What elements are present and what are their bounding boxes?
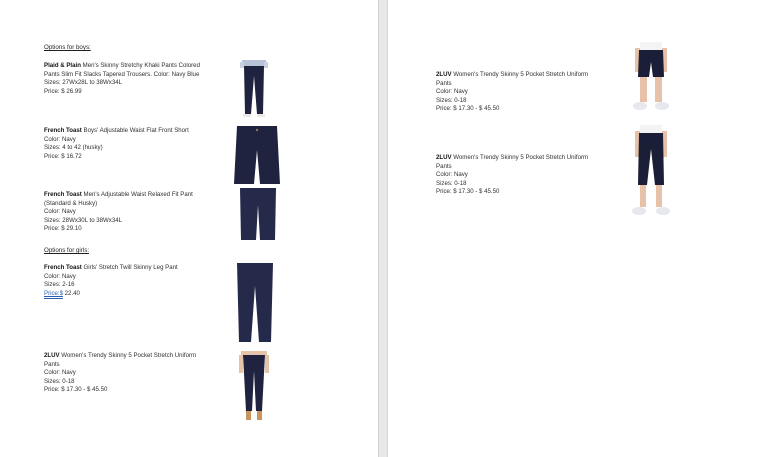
product-sizes: Sizes: 4 to 42 (husky) — [44, 144, 103, 152]
product-name: Boys' Adjustable Waist Flat Front Short — [81, 127, 189, 134]
product-name: Women's Trendy Skinny 5 Pocket Stretch Uniform — [451, 154, 589, 161]
product-title — [44, 352, 224, 361]
product-sizes: Sizes: 28Wx30L to 38Wx34L — [44, 216, 123, 224]
section-heading-girls: Options for girls: — [44, 247, 90, 254]
product-name: Women's Trendy Skinny 5 Pocket Stretch Uniform — [59, 352, 197, 359]
product-color: Color: Navy — [436, 171, 468, 179]
product-brand: Plaid & Plain — [44, 62, 81, 69]
product-price: Price: $ 29.10 — [44, 225, 82, 233]
product-color: Color: Navy — [436, 88, 468, 96]
section-heading-boys: Options for boys: — [44, 44, 91, 51]
product-2luv-capri — [436, 154, 616, 197]
document-page-left — [0, 0, 378, 457]
product-name-cont: Pants — [436, 79, 452, 87]
product-name-cont: Pants Slim Fit Slacks Tapered Trousers. Color: Navy Blue — [44, 70, 200, 78]
product-price: Price: $ 26.99 — [44, 87, 82, 95]
product-name: Men's Skinny Stretchy Khaki Pants Colored — [80, 62, 200, 69]
product-name: Women's Trendy Skinny 5 Pocket Stretch Uniform — [451, 71, 589, 78]
product-name: Men's Adjustable Waist Relaxed Fit Pant — [81, 191, 193, 198]
navy-skinny-pants-image — [235, 262, 275, 343]
product-french-toast-girls-skinny — [44, 264, 224, 298]
product-title — [44, 62, 224, 71]
product-name-cont: Pants — [436, 162, 452, 170]
product-price: Price: $ 16.72 — [44, 152, 82, 160]
product-price: Price: $ 17.30 - $ 45.50 — [436, 105, 500, 113]
product-brand: French Toast — [44, 264, 82, 271]
product-sizes: Sizes: 0-18 — [44, 377, 75, 385]
product-title — [436, 71, 616, 80]
product-price — [44, 290, 224, 299]
product-title — [44, 264, 224, 273]
navy-relaxed-pants-image — [238, 187, 278, 241]
product-brand: 2LUV — [436, 154, 452, 161]
product-color: Color: Navy — [44, 208, 76, 216]
navy-capri-pants-model-image — [626, 125, 676, 221]
product-price: Price: $ 17.30 - $ 45.50 — [436, 188, 500, 196]
price-label-tracked-change: Price:$ — [44, 289, 63, 297]
navy-skinny-pants-model-image — [236, 351, 272, 422]
product-sizes: Sizes: 27Wx28L to 38Wx34L — [44, 79, 123, 87]
navy-bermuda-shorts-model-image — [626, 42, 676, 117]
price-value: 22.40 — [62, 289, 80, 297]
document-page-right — [388, 0, 768, 457]
product-2luv-bermuda — [436, 71, 616, 114]
product-price: Price: $ 17.30 - $ 45.50 — [44, 386, 108, 394]
product-title — [44, 127, 224, 136]
product-name-cont: (Standard & Husky) — [44, 199, 98, 207]
product-sizes: Sizes: 0-18 — [436, 96, 467, 104]
product-brand: French Toast — [44, 127, 82, 134]
product-2luv-skinny-pants — [44, 352, 224, 395]
product-brand: 2LUV — [436, 71, 452, 78]
product-brand: 2LUV — [44, 352, 60, 359]
product-color: Color: Navy — [44, 272, 76, 280]
product-plaid-plain-pants — [44, 62, 224, 96]
product-title — [436, 154, 616, 163]
product-color: Color: Navy — [44, 135, 76, 143]
page-gutter — [378, 0, 388, 457]
product-sizes: Sizes: 2-16 — [44, 281, 75, 289]
product-french-toast-short — [44, 127, 224, 161]
product-sizes: Sizes: 0-18 — [436, 179, 467, 187]
navy-khaki-pants-model-image — [234, 60, 274, 120]
product-brand: French Toast — [44, 191, 82, 198]
product-name-cont: Pants — [44, 360, 60, 368]
product-title — [44, 191, 224, 200]
product-french-toast-relaxed-pant — [44, 191, 224, 234]
product-name: Girls' Stretch Twill Skinny Leg Pant — [81, 264, 178, 271]
navy-shorts-image — [233, 124, 281, 185]
product-color: Color: Navy — [44, 369, 76, 377]
